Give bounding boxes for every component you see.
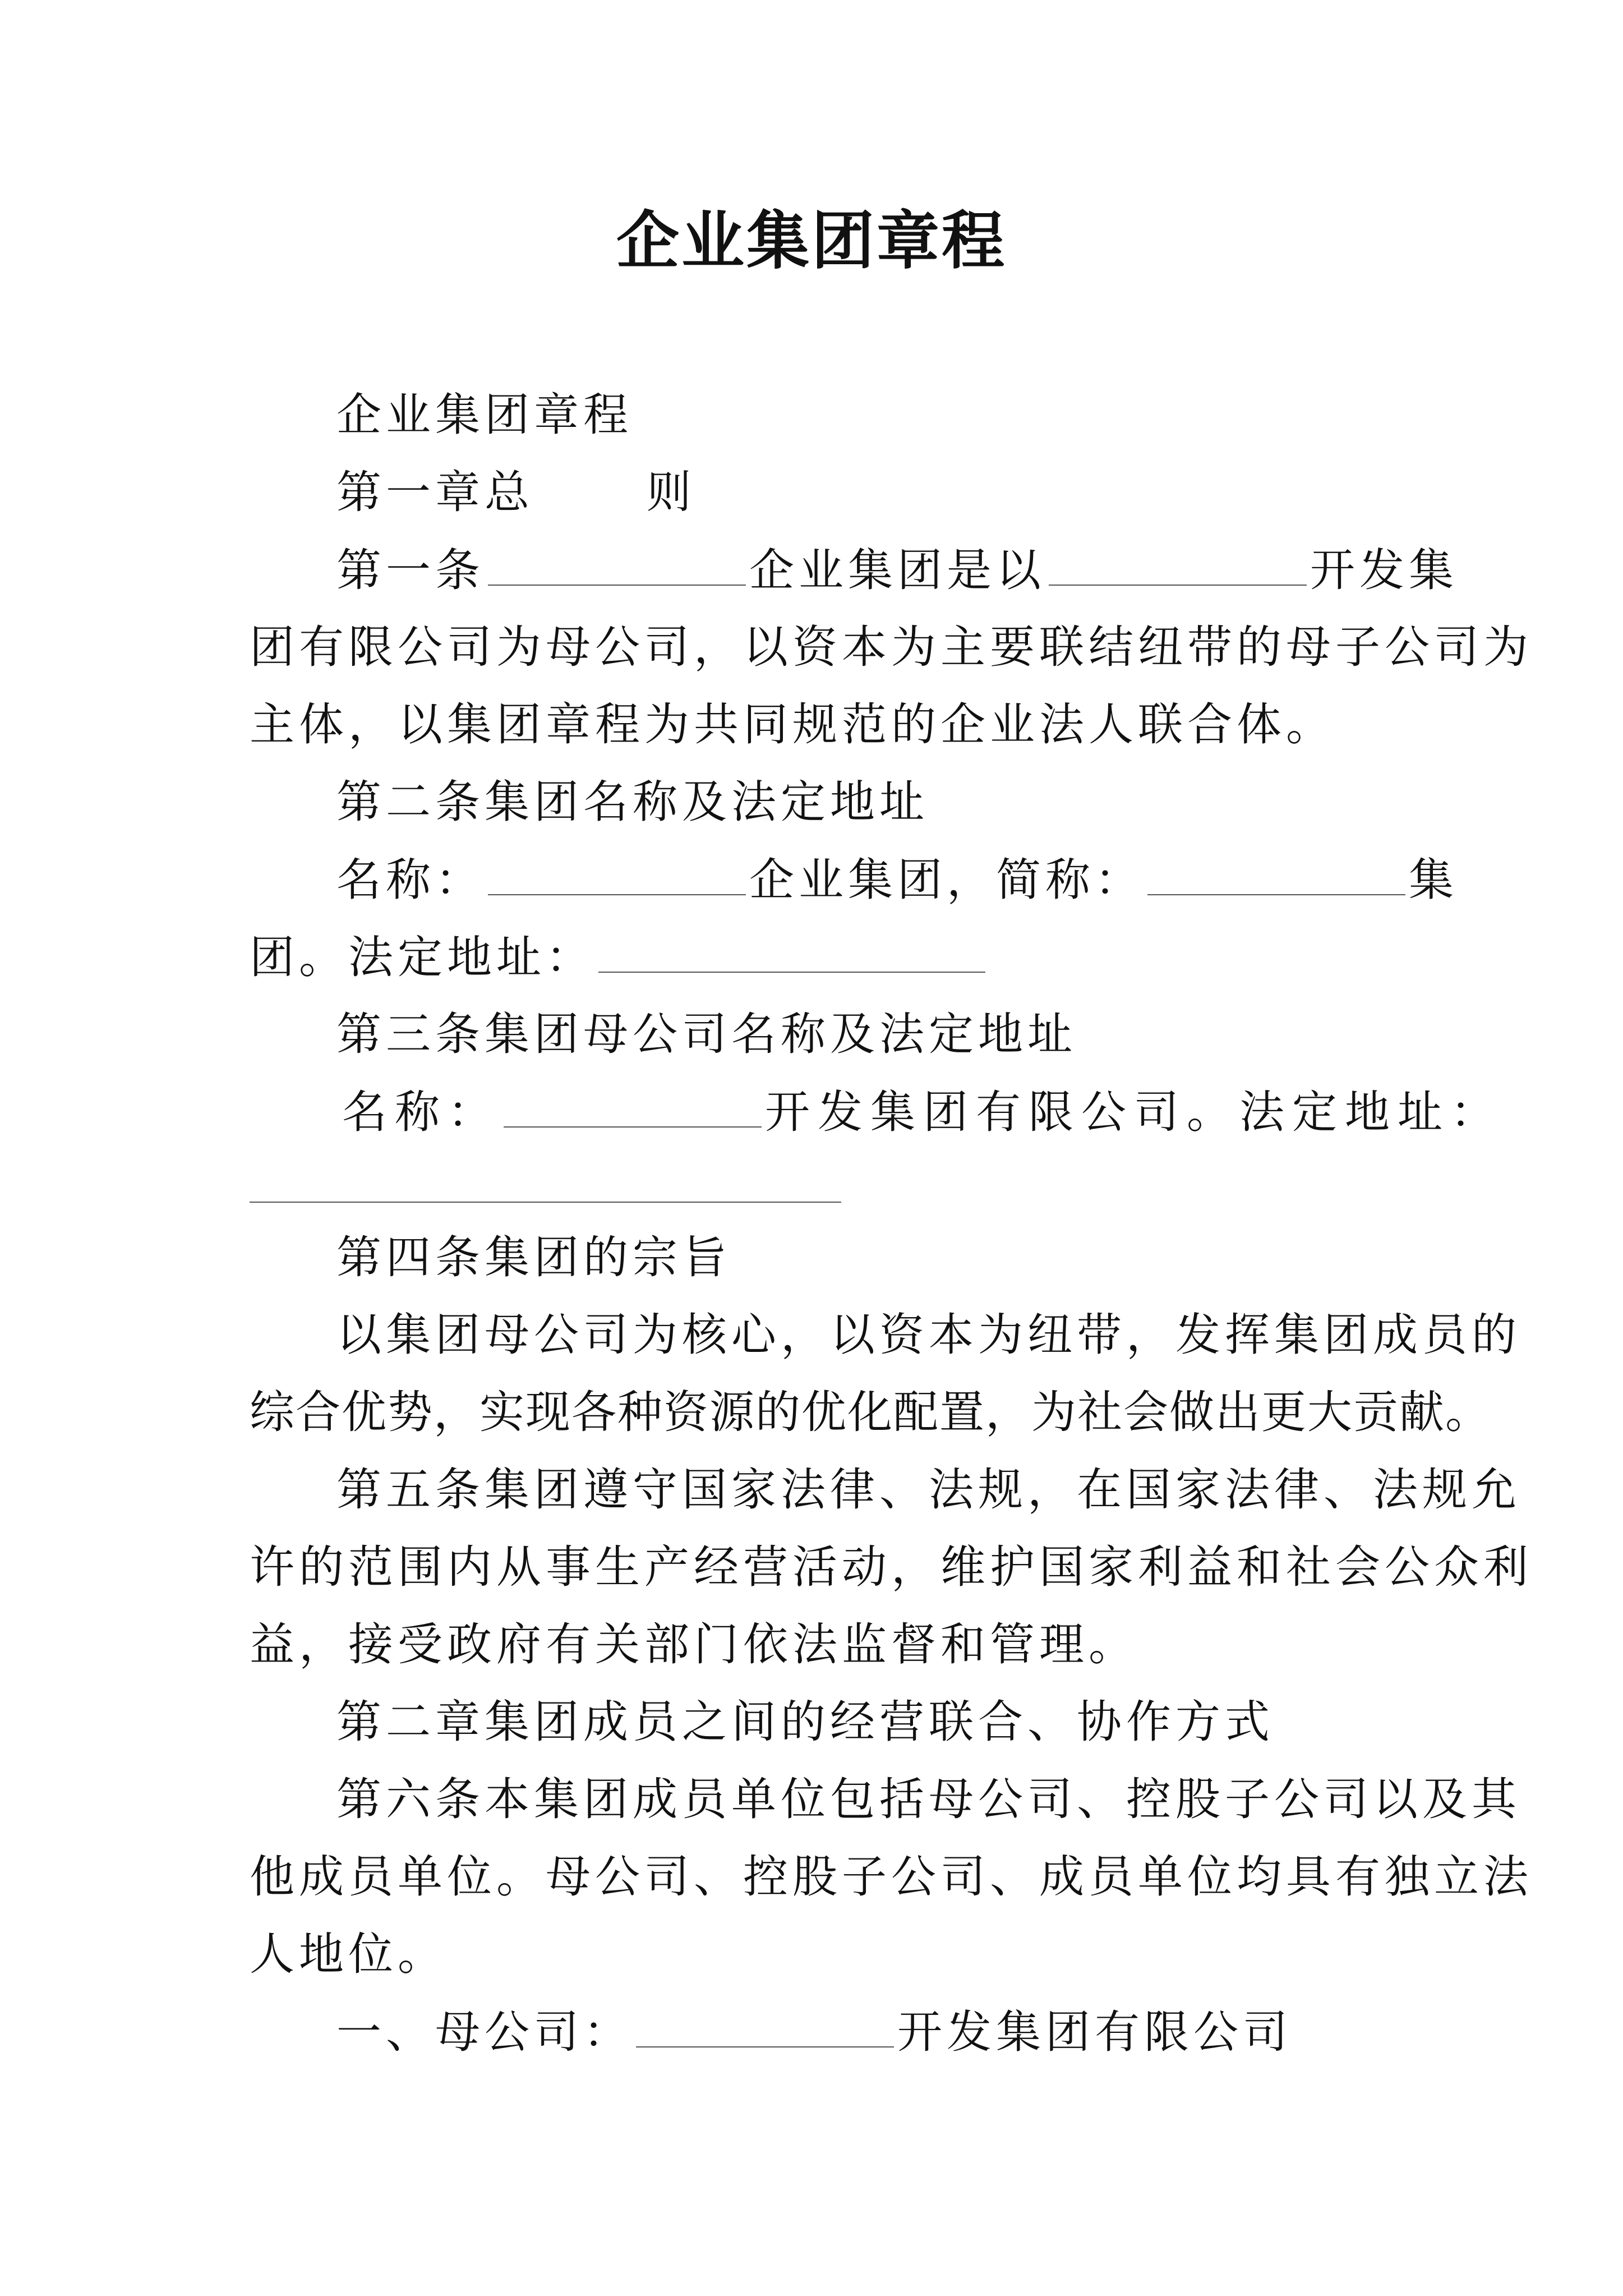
article-one-text-a: 企业集团是以 <box>749 544 1045 596</box>
parent-company-line <box>336 2004 1292 2060</box>
name-label: 名称： <box>336 854 485 906</box>
article-four-heading: 第四条集团的宗旨 <box>336 1231 731 1283</box>
article-two-address-line <box>250 929 989 986</box>
fill-blank <box>488 542 746 586</box>
article-one-text-b: 开发集 <box>1310 544 1458 596</box>
article-one-label: 第一条 <box>336 544 485 596</box>
article-six-line-3: 人地位。 <box>250 1928 447 1980</box>
name-label: 名称： <box>342 1086 500 1138</box>
name-text-b: 集 <box>1409 854 1458 906</box>
chapter-two-heading: 第二章集团成员之间的经营联合、协作方式 <box>336 1696 1274 1748</box>
address-fill-blank <box>250 1202 841 1203</box>
article-six-line-1: 第六条本集团成员单位包括母公司、控股子公司以及其 <box>336 1773 1521 1825</box>
article-five-line-2: 许的范围内从事生产经营活动，维护国家利益和社会公众利 <box>250 1541 1533 1593</box>
article-four-line-1: 以集团母公司为核心，以资本为纽带，发挥集团成员的 <box>336 1309 1521 1361</box>
fill-blank <box>1049 542 1307 586</box>
article-four-line-2: 综合优势，实现各种资源的优化配置，为社会做出更大贡献。 <box>250 1386 1491 1438</box>
parent-company-label: 一、母公司： <box>336 2006 633 2058</box>
fill-blank <box>1147 852 1405 895</box>
article-five-line-3: 益，接受政府有关部门依法监督和管理。 <box>250 1618 1138 1671</box>
article-two-heading: 第二条集团名称及法定地址 <box>336 776 929 828</box>
subtitle-line: 企业集团章程 <box>336 389 633 441</box>
article-one-line-1 <box>336 542 1458 599</box>
article-five-line-1: 第五条集团遵守国家法律、法规，在国家法律、法规允 <box>336 1464 1521 1516</box>
article-six-line-2: 他成员单位。母公司、控股子公司、成员单位均具有独立法 <box>250 1851 1533 1903</box>
fill-blank <box>504 1084 762 1128</box>
article-three-heading: 第三条集团母公司名称及法定地址 <box>336 1008 1077 1060</box>
article-two-name-line <box>336 852 1458 908</box>
fill-blank <box>488 852 746 895</box>
article-one-line-2: 团有限公司为母公司，以资本为主要联结纽带的母子公司为 <box>250 621 1533 673</box>
article-one-line-3: 主体，以集团章程为共同规范的企业法人联合体。 <box>250 698 1335 751</box>
name-text-a: 企业集团，简称： <box>749 854 1144 906</box>
document-title: 企业集团章程 <box>616 204 1007 278</box>
article-three-name-line <box>342 1084 1503 1140</box>
parent-company-text: 开发集团有限公司。法定地址： <box>765 1086 1503 1138</box>
fill-blank <box>598 929 985 973</box>
address-label: 团。法定地址： <box>250 931 595 983</box>
chapter-one-heading: 第一章总 则 <box>336 466 696 518</box>
parent-company-name-text: 开发集团有限公司 <box>897 2006 1292 2058</box>
fill-blank <box>636 2004 894 2047</box>
